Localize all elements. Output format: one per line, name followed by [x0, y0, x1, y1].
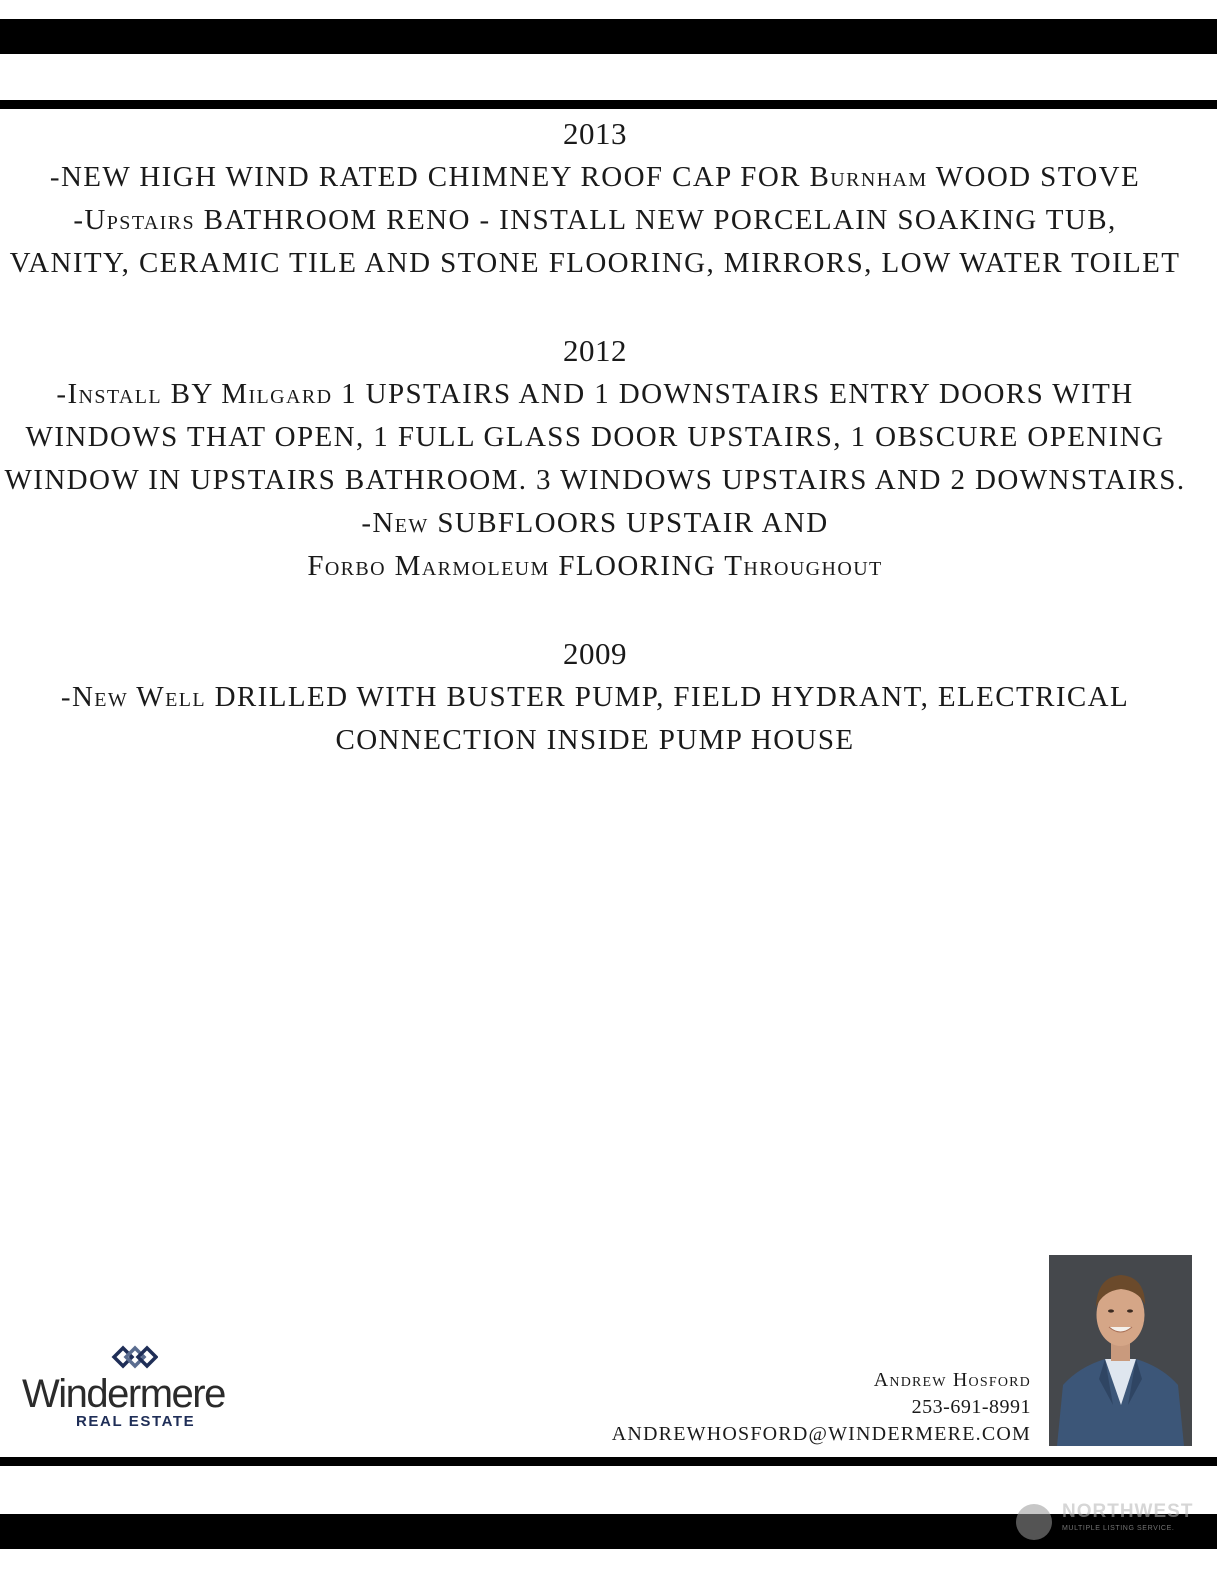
watermark-name: NORTHWEST: [1062, 1501, 1194, 1522]
section-line: -Install BY Milgard 1 UPSTAIRS AND 1 DOWNSTAIRS ENTRY DOORS WITH: [56, 378, 1134, 410]
section-line: CONNECTION INSIDE PUMP HOUSE: [335, 724, 855, 756]
renovation-history: [0, 112, 1190, 806]
section-line: Forbo Marmoleum FLOORING Throughout: [307, 550, 883, 582]
agent-name: Andrew Hosford: [873, 1369, 1031, 1391]
section-year: 2013: [563, 116, 627, 151]
nwmls-watermark: [1014, 1502, 1194, 1542]
agent-email: ANDREWHOSFORD@WINDERMERE.COM: [611, 1423, 1031, 1445]
section-line: WINDOW IN UPSTAIRS BATHROOM. 3 WINDOWS UPSTAIRS AND 2 DOWNSTAIRS.: [4, 464, 1186, 496]
section-line: -New SUBFLOORS UPSTAIR AND: [361, 507, 829, 539]
section-2013: [0, 112, 1190, 285]
agent-contact: [612, 1367, 1031, 1448]
nwmls-logo-icon: [1016, 1504, 1052, 1540]
section-line: -New Well DRILLED WITH BUSTER PUMP, FIELD HYDRANT, ELECTRICAL: [60, 681, 1130, 713]
agent-phone: 253-691-8991: [911, 1396, 1031, 1418]
section-line: VANITY, CERAMIC TILE AND STONE FLOORING, MIRRORS, LOW WATER TOILET: [9, 247, 1181, 279]
agent-photo: [1049, 1255, 1192, 1446]
bottom-border-thin: [0, 1457, 1217, 1466]
top-border-thick: [0, 19, 1217, 54]
logo-wordmark: Windermere: [22, 1372, 225, 1416]
section-2012: [0, 329, 1190, 588]
section-2009: [0, 632, 1190, 762]
section-year: 2009: [563, 636, 627, 671]
section-year: 2012: [563, 333, 627, 368]
windermere-mark-icon: [110, 1342, 158, 1372]
section-line: -Upstairs BATHROOM RENO - INSTALL NEW PORCELAIN SOAKING TUB,: [73, 204, 1117, 236]
top-border-thin: [0, 100, 1217, 109]
agent-portrait-icon: [1049, 1255, 1192, 1446]
watermark-subtitle: MULTIPLE LISTING SERVICE.: [1062, 1525, 1175, 1532]
logo-subtitle: REAL ESTATE: [76, 1413, 196, 1430]
section-line: WINDOWS THAT OPEN, 1 FULL GLASS DOOR UPSTAIRS, 1 OBSCURE OPENING: [25, 421, 1165, 453]
section-line: -NEW HIGH WIND RATED CHIMNEY ROOF CAP FOR Burnham WOOD STOVE: [49, 161, 1141, 193]
